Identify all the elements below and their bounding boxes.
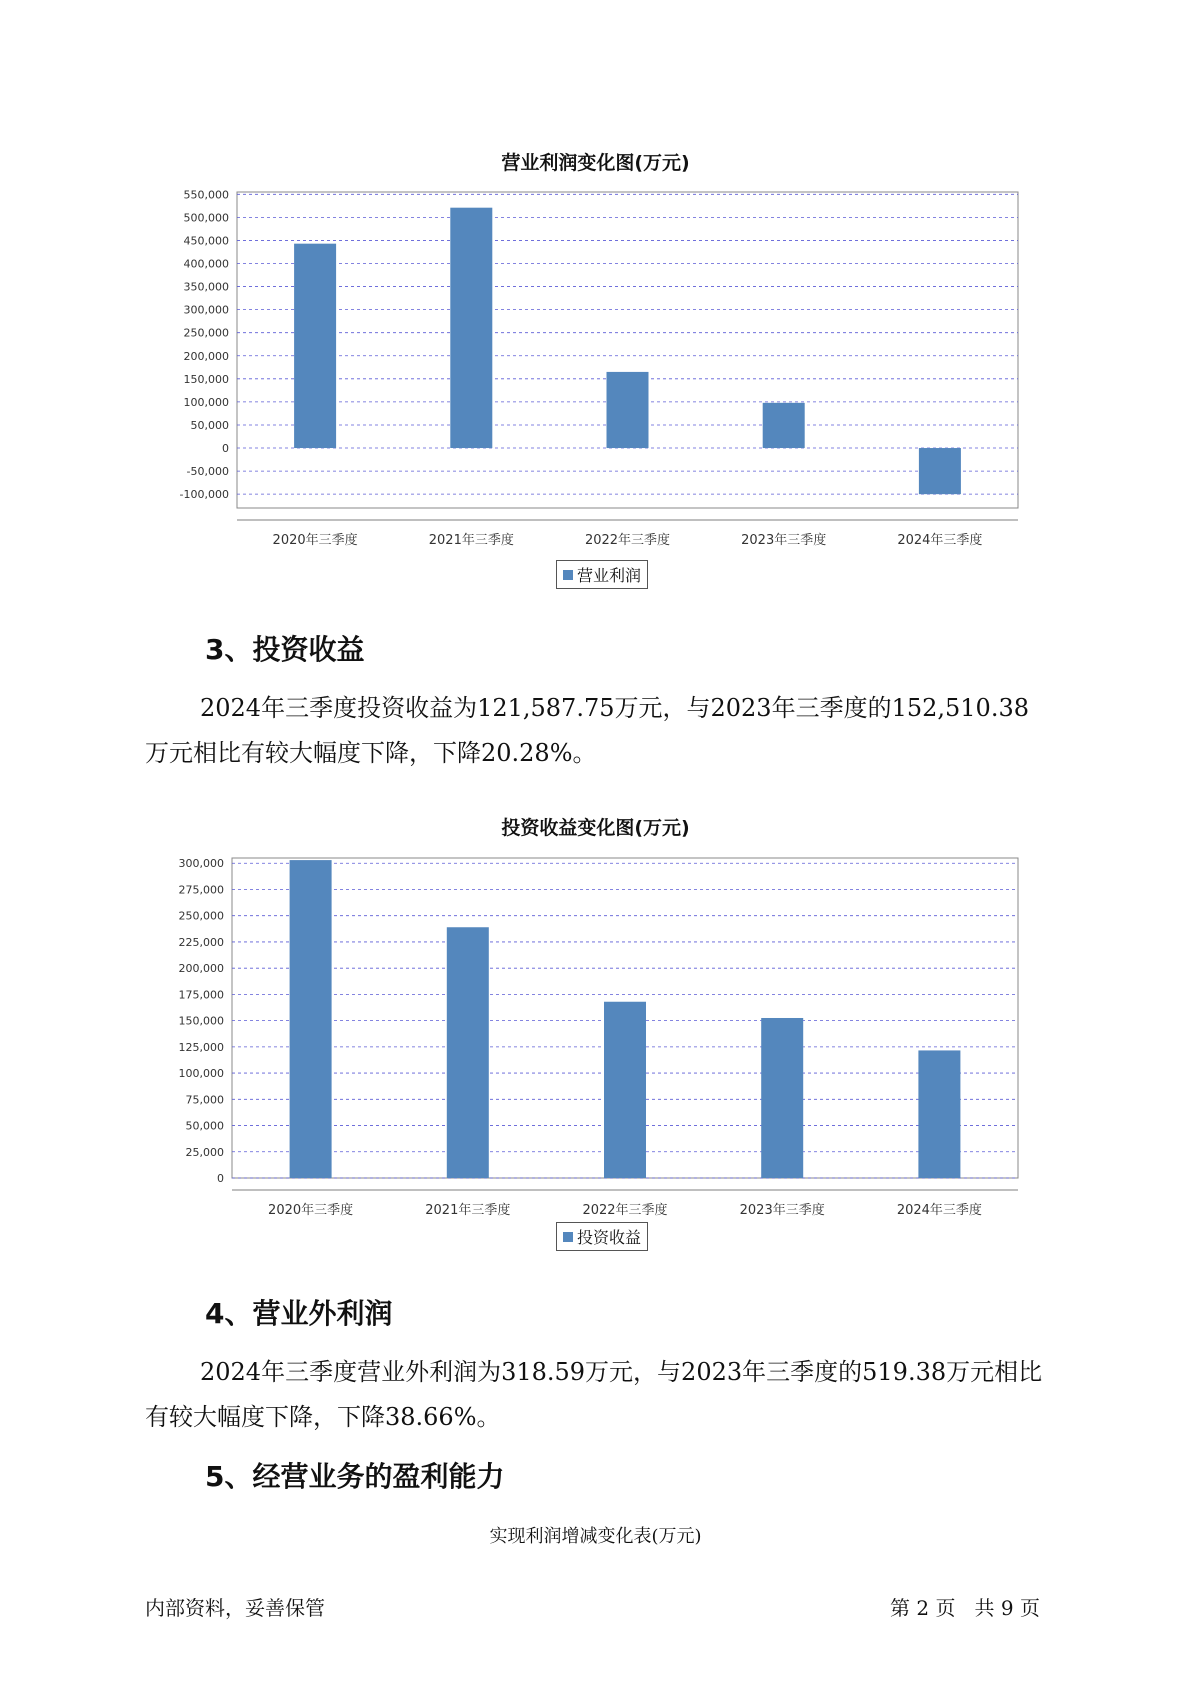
investment-income-legend [556, 1222, 648, 1251]
y-tick-label: 450,000 [183, 234, 229, 248]
y-tick-label: 200,000 [183, 349, 229, 363]
y-tick-label: 50,000 [185, 1119, 224, 1133]
bar [761, 1018, 803, 1178]
y-tick-label: 75,000 [185, 1093, 224, 1107]
bar [450, 208, 492, 448]
y-tick-label: 150,000 [183, 372, 229, 386]
y-tick-label: 100,000 [183, 395, 229, 409]
section-3-heading: 3、投资收益 [205, 633, 365, 666]
operating-profit-chart [0, 172, 1191, 592]
plot-frame [237, 192, 1018, 508]
x-tick-label: 2024年三季度 [897, 533, 983, 548]
table-caption: 实现利润增减变化表(万元) [489, 1526, 702, 1547]
section-4-paragraph: 2024年三季度营业外利润为318.59万元，与2023年三季度的519.38万元相比有较大幅度下降，下降38.66%。 [145, 1358, 1043, 1431]
y-tick-label: 100,000 [178, 1067, 224, 1081]
footer-page-number: 第 2 页 共 9 页 [890, 1596, 1040, 1620]
x-tick-label: 2023年三季度 [741, 533, 827, 548]
bar [294, 244, 336, 448]
y-tick-label: -50,000 [186, 465, 229, 479]
operating-profit-chart-title: 营业利润变化图(万元) [501, 152, 690, 174]
bar [918, 1050, 960, 1178]
bar [604, 1002, 646, 1178]
y-tick-label: 125,000 [178, 1040, 224, 1054]
y-tick-label: 0 [217, 1172, 224, 1185]
bar [919, 448, 961, 494]
x-tick-label: 2024年三季度 [896, 1203, 982, 1218]
x-tick-label: 2020年三季度 [272, 533, 358, 548]
y-tick-label: 275,000 [178, 883, 224, 897]
y-tick-label: 0 [222, 442, 229, 456]
legend-swatch [563, 1232, 573, 1242]
bar [447, 927, 489, 1178]
y-tick-label: 350,000 [183, 280, 229, 294]
y-tick-label: 550,000 [183, 188, 229, 202]
y-tick-label: 225,000 [178, 935, 224, 949]
section-5-heading: 5、经营业务的盈利能力 [205, 1460, 505, 1493]
bar [607, 372, 649, 448]
footer-confidential: 内部资料，妥善保管 [145, 1596, 325, 1620]
y-tick-label: 500,000 [183, 211, 229, 225]
y-tick-label: 200,000 [178, 962, 224, 976]
bar [290, 860, 332, 1178]
y-tick-label: 175,000 [178, 988, 224, 1002]
x-tick-label: 2021年三季度 [425, 1203, 511, 1218]
y-tick-label: 300,000 [183, 303, 229, 317]
y-tick-label: 250,000 [183, 326, 229, 340]
y-tick-label: -100,000 [179, 488, 229, 502]
legend-swatch [563, 570, 573, 580]
y-tick-label: 400,000 [183, 257, 229, 271]
y-tick-label: 150,000 [178, 1014, 224, 1028]
investment-income-chart [0, 840, 1191, 1240]
y-tick-label: 50,000 [190, 418, 229, 432]
x-tick-label: 2022年三季度 [582, 1203, 668, 1218]
bar [763, 403, 805, 448]
legend-label: 投资收益 [577, 1228, 642, 1247]
operating-profit-legend [556, 560, 648, 589]
section-4-heading: 4、营业外利润 [205, 1297, 393, 1330]
y-tick-label: 25,000 [185, 1145, 224, 1159]
legend-label: 营业利润 [577, 566, 642, 585]
x-tick-label: 2021年三季度 [428, 533, 514, 548]
y-tick-label: 300,000 [178, 857, 224, 871]
investment-income-chart-title: 投资收益变化图(万元) [501, 817, 690, 839]
y-tick-label: 250,000 [178, 909, 224, 923]
x-tick-label: 2023年三季度 [739, 1203, 825, 1218]
x-tick-label: 2020年三季度 [268, 1203, 354, 1218]
x-tick-label: 2022年三季度 [584, 533, 671, 548]
section-3-paragraph: 2024年三季度投资收益为121,587.75万元，与2023年三季度的152,510.38万元相比有较大幅度下降，下降20.28%。 [145, 694, 1029, 767]
